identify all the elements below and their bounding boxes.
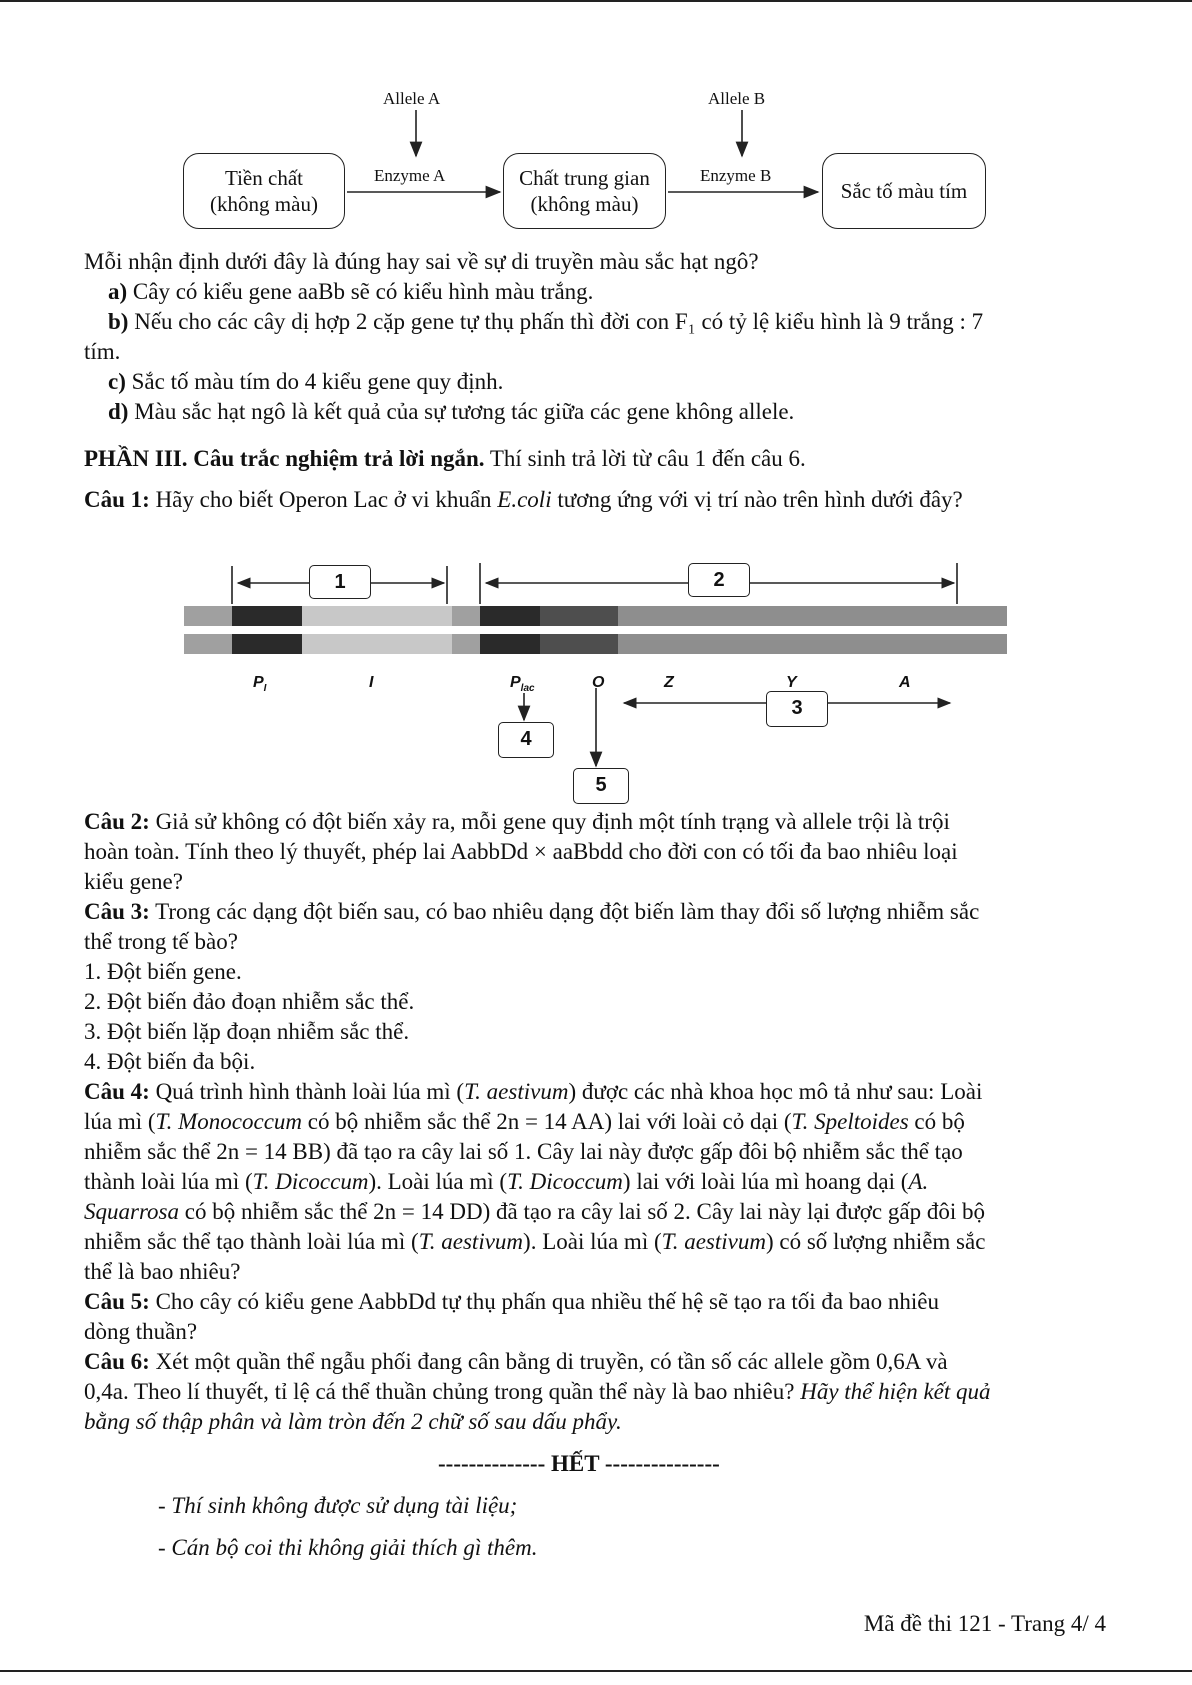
statement-d: d) Màu sắc hạt ngô là kết quả của sự tương tác giữa các gene không allele. [108,399,795,424]
gene-label-a: A [899,674,911,691]
question-3-option-3: 3. Đột biến lặp đoạn nhiễm sắc thể. [84,1019,410,1044]
allele-b-label: Allele B [708,89,766,108]
part3-heading: PHẦN III. Câu trắc nghiệm trả lời ngắn. Thí sinh trả lời từ câu 1 đến câu 6. [84,446,806,471]
question-2-line-1: Câu 2: Giả sử không có đột biến xảy ra, mỗi gene quy định một tính trạng và allele trội là trội [84,809,950,834]
region-box-2: 2 [688,563,750,597]
gene-label-plac: $P_{lac}$ [510,674,535,695]
allele-a-label: Allele A [383,89,441,108]
question-3-option-4: 4. Đột biến đa bội. [84,1049,256,1074]
purple-pigment-name: Sắc tố màu tím [840,179,968,203]
gene-label-i: I [369,674,374,691]
region-box-3: 3 [766,691,828,727]
question-4-line-7: thể là bao nhiêu? [84,1259,241,1284]
precursor-name: Tiền chất [225,166,303,190]
question-2-line-2: hoàn toàn. Tính theo lý thuyết, phép lai AabbDd × aaBbdd cho đời con có tối đa bao nhiêu loại [84,839,958,864]
end-mark: -------------- HẾT --------------- [438,1451,720,1476]
page-footer: Mã đề thi 121 - Trang 4/ 4 [863,1611,1106,1636]
question-4-line-1: Câu 4: Quá trình hình thành loài lúa mì (T. aestivum) được các nhà khoa học mô tả như sau: Loài [84,1079,983,1104]
question-intro: Mỗi nhận định dưới đây là đúng hay sai về sự di truyền màu sắc hạt ngô? [84,249,759,274]
statement-b-cont: tím. [84,339,121,364]
question-4-line-4: thành loài lúa mì (T. Dicoccum). Loài lúa mì (T. Dicoccum) lai với loài lúa mì hoang dại (A. [84,1169,929,1194]
question-3-option-2: 2. Đột biến đảo đoạn nhiễm sắc thể. [84,989,415,1014]
note-2: - Cán bộ coi thi không giải thích gì thêm. [158,1535,538,1560]
question-6-line-3: bằng số thập phân và làm tròn đến 2 chữ số sau dấu phẩy. [84,1409,622,1434]
intermediate-note: (không màu) [530,192,639,216]
note-1: - Thí sinh không được sử dụng tài liệu; [158,1493,518,1518]
question-3-option-1: 1. Đột biến gene. [84,959,242,984]
gene-label-y: Y [786,674,797,691]
question-4-line-5: Squarrosa có bộ nhiễm sắc thể 2n = 14 DD) đã tạo ra cây lai số 2. Cây lai này lại được gấp đôi bộ [84,1199,985,1224]
region-box-5: 5 [573,768,629,804]
question-3-line-1: Câu 3: Trong các dạng đột biến sau, có bao nhiêu dạng đột biến làm thay đổi số lượng nhiễm sắc [84,899,980,924]
question-4-line-2: lúa mì (T. Monococcum có bộ nhiễm sắc thể 2n = 14 AA) lai với loài cỏ dại (T. Speltoides có bộ [84,1109,965,1134]
intermediate-name: Chất trung gian [519,166,650,190]
question-3-line-2: thể trong tế bào? [84,929,238,954]
bottom-border [0,1670,1192,1672]
precursor-note: (không màu) [210,192,318,216]
enzyme-a-label: Enzyme A [374,166,446,185]
statement-a: a) Cây có kiểu gene aaBb sẽ có kiểu hình màu trắng. [108,279,594,304]
question-4-line-3: nhiễm sắc thể 2n = 14 BB) đã tạo ra cây lai số 1. Cây lai này được gấp đôi bộ nhiễm sắc thể tạo [84,1139,963,1164]
question-1: Câu 1: Hãy cho biết Operon Lac ở vi khuẩn E.coli tương ứng với vị trí nào trên hình dưới đây? [84,487,963,512]
question-4-line-6: nhiễm sắc thể tạo thành loài lúa mì (T. aestivum). Loài lúa mì (T. aestivum) có số lượng nhiễm sắc [84,1229,986,1254]
region-box-1: 1 [309,565,371,599]
question-5-line-2: dòng thuần? [84,1319,198,1344]
enzyme-b-label: Enzyme B [700,166,772,185]
gene-label-pi: $P_I$ [253,674,267,695]
region-box-4: 4 [498,722,554,758]
statement-b: b) Nếu cho các cây dị hợp 2 cặp gene tự thụ phấn thì đời con F₁ có tỷ lệ kiểu hình là 9 trắng : 7 [108,309,984,334]
question-6-line-2: 0,4a. Theo lí thuyết, tỉ lệ cá thể thuần chủng trong quần thể này là bao nhiêu? Hãy thể hiện kết quả [84,1379,991,1404]
gene-label-o: O [592,674,605,691]
question-6-line-1: Câu 6: Xét một quần thể ngẫu phối đang cân bằng di truyền, có tần số các allele gồm 0,6A và [84,1349,948,1374]
question-5-line-1: Câu 5: Cho cây có kiểu gene AabbDd tự thụ phấn qua nhiều thế hệ sẽ tạo ra tối đa bao nhiêu [84,1289,939,1314]
statement-c: c) Sắc tố màu tím do 4 kiểu gene quy định. [108,369,504,394]
question-2-line-3: kiểu gene? [84,869,183,894]
gene-label-z: Z [664,674,674,691]
